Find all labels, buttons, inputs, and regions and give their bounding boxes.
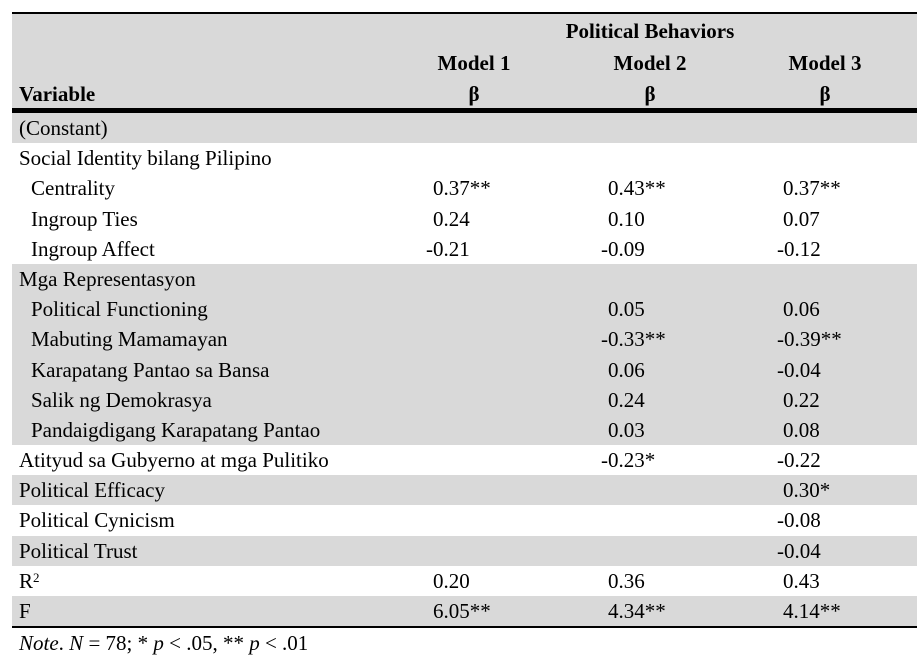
note-p1-symbol: p bbox=[153, 631, 164, 655]
table-row bbox=[12, 536, 917, 566]
model-1-value: 0.20 bbox=[433, 568, 470, 593]
r-squared-superscript: 2 bbox=[33, 569, 40, 585]
row-label: Salik ng Demokrasya bbox=[31, 387, 212, 412]
model-1-value: 0.24 bbox=[433, 206, 470, 231]
table-row bbox=[12, 385, 917, 415]
row-label: Political Functioning bbox=[31, 297, 208, 322]
note-p1-text: < .05, ** bbox=[163, 631, 250, 655]
table-row bbox=[12, 445, 917, 475]
row-label: (Constant) bbox=[19, 116, 108, 140]
model-2-value: 0.03 bbox=[608, 417, 645, 442]
table-row bbox=[12, 324, 917, 354]
table-row bbox=[12, 204, 917, 234]
row-label bbox=[19, 566, 40, 596]
model-3-value: -0.39** bbox=[777, 327, 842, 352]
regression-table bbox=[12, 12, 917, 628]
model-3-value: 0.07 bbox=[783, 206, 820, 231]
note-n-text: = 78; * bbox=[83, 631, 154, 655]
model-3-value: -0.22 bbox=[777, 448, 821, 473]
model-3-value: 0.37** bbox=[783, 176, 841, 201]
table-row bbox=[12, 505, 917, 535]
row-label: Political Cynicism bbox=[19, 508, 175, 533]
row-label: Pandaigdigang Karapatang Pantao bbox=[31, 417, 321, 442]
table-row bbox=[12, 596, 917, 626]
note-n-symbol: N bbox=[69, 631, 84, 655]
bottom-rule bbox=[12, 626, 917, 628]
model-2-value: 0.36 bbox=[608, 568, 645, 593]
model-3-value: -0.04 bbox=[777, 538, 821, 563]
model-1-value: -0.21 bbox=[426, 236, 470, 261]
row-label: Centrality bbox=[31, 176, 115, 201]
model-3-value: 0.30* bbox=[783, 478, 831, 503]
row-label: F bbox=[19, 599, 31, 623]
table-row bbox=[12, 415, 917, 445]
table-row bbox=[12, 475, 917, 505]
row-label: Mabuting Mamamayan bbox=[31, 327, 228, 352]
table-row bbox=[12, 234, 917, 264]
row-label: Political Trust bbox=[19, 538, 138, 563]
model-3-value: 0.43 bbox=[783, 568, 820, 593]
table-row bbox=[12, 113, 917, 143]
table-row bbox=[12, 355, 917, 385]
variable-header: Variable bbox=[19, 82, 96, 106]
model-3-value: 0.08 bbox=[783, 417, 820, 442]
group-header: Political Behaviors bbox=[565, 19, 735, 43]
model-3-header: Model 3 bbox=[788, 51, 862, 75]
row-label: Ingroup Ties bbox=[31, 206, 138, 231]
model-1-value: 6.05** bbox=[433, 599, 491, 623]
note-p2-symbol: p bbox=[249, 631, 260, 655]
table-row bbox=[12, 566, 917, 596]
model-3-value: -0.08 bbox=[777, 508, 821, 533]
note-lead: Note bbox=[19, 631, 59, 655]
table-row bbox=[12, 173, 917, 203]
table-header bbox=[12, 14, 917, 108]
model-2-value: 4.34** bbox=[608, 599, 666, 623]
model-3-value: -0.12 bbox=[777, 236, 821, 261]
row-label: Ingroup Affect bbox=[31, 236, 155, 261]
row-label: Social Identity bilang Pilipino bbox=[19, 146, 272, 171]
model-3-value: 0.06 bbox=[783, 297, 820, 322]
row-label: Mga Representasyon bbox=[19, 266, 196, 291]
model-2-value: 0.05 bbox=[608, 297, 645, 322]
model-1-value: 0.37** bbox=[433, 176, 491, 201]
table-row bbox=[12, 143, 917, 173]
row-label: Political Efficacy bbox=[19, 478, 165, 503]
table-row bbox=[12, 264, 917, 294]
model-2-value: -0.09 bbox=[601, 236, 645, 261]
model-2-value: 0.24 bbox=[608, 387, 645, 412]
model-1-stat: β bbox=[468, 82, 480, 106]
table-note bbox=[19, 630, 308, 656]
model-3-stat: β bbox=[819, 82, 831, 106]
model-2-value: -0.23* bbox=[601, 448, 656, 473]
model-3-value: 0.22 bbox=[783, 387, 820, 412]
model-2-stat: β bbox=[644, 82, 656, 106]
model-1-header: Model 1 bbox=[437, 51, 511, 75]
model-2-value: -0.33** bbox=[601, 327, 666, 352]
row-label: Karapatang Pantao sa Bansa bbox=[31, 357, 270, 382]
row-label: Atityud sa Gubyerno at mga Pulitiko bbox=[19, 448, 329, 473]
r-squared-label: R bbox=[19, 568, 34, 593]
model-2-value: 0.06 bbox=[608, 357, 645, 382]
table-row bbox=[12, 294, 917, 324]
model-2-value: 0.10 bbox=[608, 206, 645, 231]
model-2-value: 0.43** bbox=[608, 176, 666, 201]
model-2-header: Model 2 bbox=[613, 51, 687, 75]
model-3-value: -0.04 bbox=[777, 357, 821, 382]
note-p2-text: < .01 bbox=[259, 631, 309, 655]
note-separator: . bbox=[58, 631, 70, 655]
model-3-value: 4.14** bbox=[783, 599, 841, 623]
